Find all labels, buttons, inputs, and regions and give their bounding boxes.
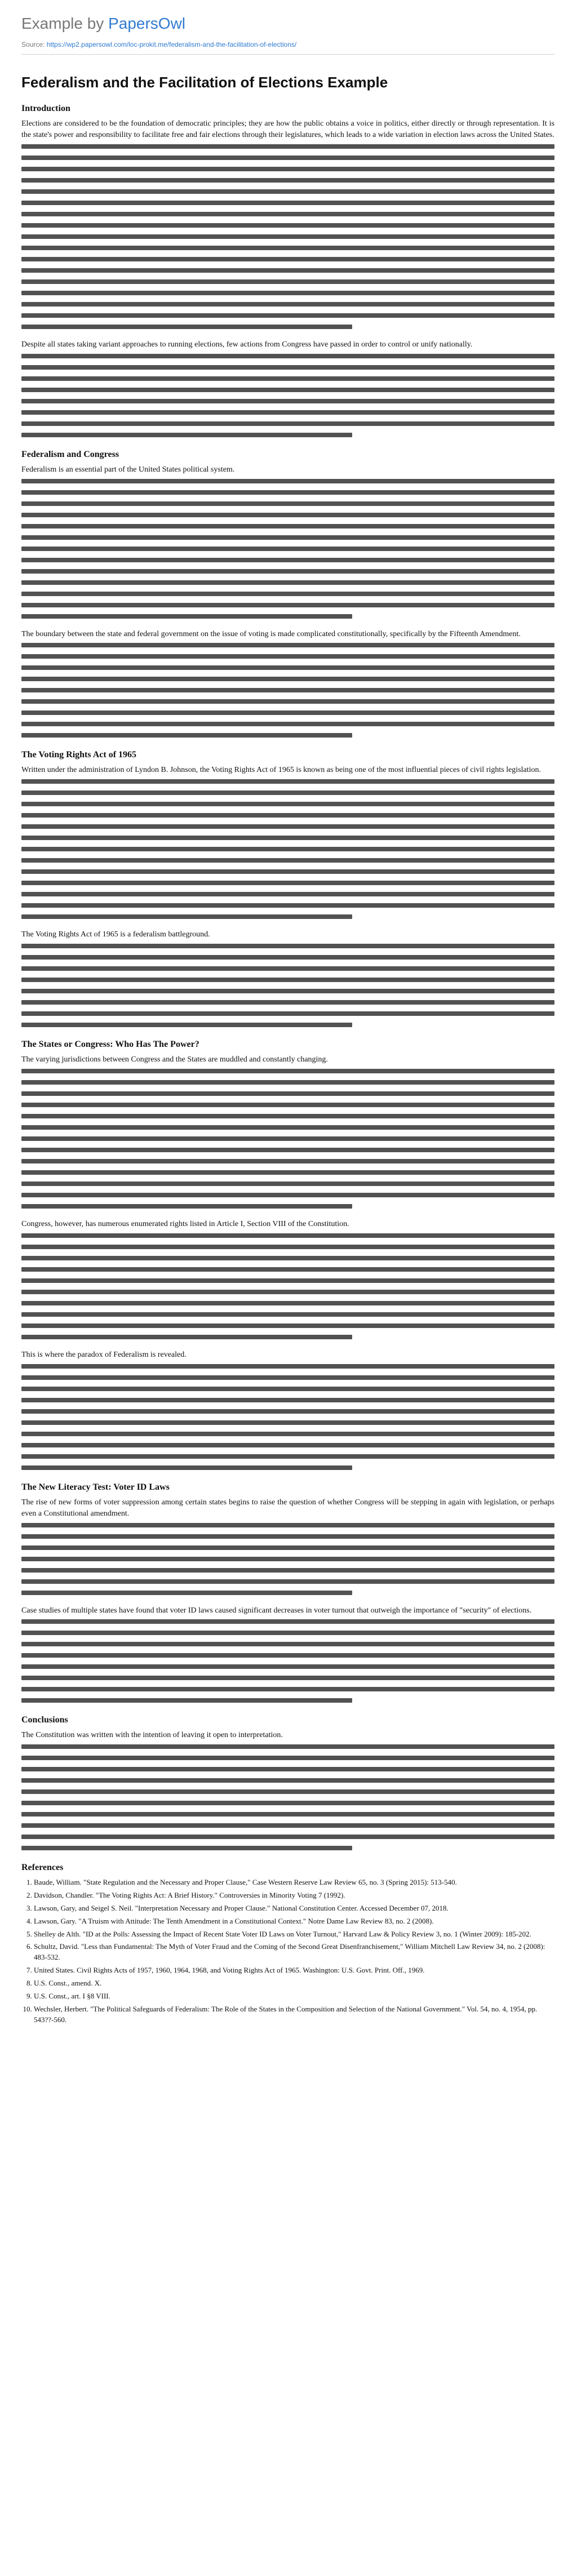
text-line — [21, 903, 554, 908]
document-title: Federalism and the Facilitation of Elections Example — [21, 74, 388, 91]
paragraph-continuation — [21, 1233, 554, 1339]
text-line — [21, 1789, 554, 1794]
paragraph-continuation — [21, 1364, 554, 1470]
reference-item: 7. United States. Civil Rights Acts of 1957, 1960, 1964, 1968, and Voting Rights Act of 1965. Washington: U.S. Govt. Print. Off., 1969. — [34, 1965, 554, 1976]
paragraph — [21, 1605, 554, 1703]
references-heading: References — [21, 1863, 64, 1873]
paragraph-continuation — [21, 1744, 554, 1850]
text-line — [21, 189, 554, 194]
text-line — [21, 813, 554, 818]
text-line — [21, 1335, 352, 1339]
paragraph-continuation — [21, 1069, 554, 1209]
text-line — [21, 1823, 554, 1828]
text-line — [21, 365, 554, 370]
text-line — [21, 1364, 554, 1369]
paragraph — [21, 1219, 554, 1339]
paragraph-continuation — [21, 944, 554, 1027]
brand-prefix: Example by — [21, 15, 104, 32]
text-line — [21, 722, 554, 726]
text-line — [21, 201, 554, 205]
section-heading: The New Literacy Test: Voter ID Laws — [21, 1482, 170, 1492]
paragraph — [21, 629, 554, 738]
text-line — [21, 966, 554, 971]
text-line — [21, 989, 554, 993]
text-line — [21, 1545, 554, 1550]
section-heading: Federalism and Congress — [21, 449, 119, 459]
text-line — [21, 1233, 554, 1238]
text-line — [21, 779, 554, 784]
paragraph-text: The Constitution was written with the intention of leaving it open to interpretation. — [21, 1731, 283, 1740]
text-line — [21, 1000, 554, 1005]
text-line — [21, 1136, 554, 1141]
text-line — [21, 1398, 554, 1402]
paragraph-text: Congress, however, has numerous enumerated rights listed in Article I, Section VIII of the Constitution. — [21, 1220, 349, 1228]
paragraph — [21, 464, 554, 619]
text-line — [21, 733, 352, 738]
text-line — [21, 1290, 554, 1294]
paragraph-continuation — [21, 479, 554, 619]
text-line — [21, 1159, 554, 1163]
text-line — [21, 1568, 554, 1573]
text-line — [21, 547, 554, 551]
text-line — [21, 1676, 554, 1680]
text-line — [21, 1631, 554, 1635]
text-line — [21, 1432, 554, 1436]
text-line — [21, 1778, 554, 1783]
text-line — [21, 302, 554, 307]
paragraph — [21, 339, 554, 437]
reference-item: 8. U.S. Const., amend. X. — [34, 1978, 554, 1989]
text-line — [21, 654, 554, 659]
paragraph-continuation — [21, 643, 554, 738]
text-line — [21, 1557, 554, 1561]
paragraph-continuation — [21, 354, 554, 437]
text-line — [21, 1170, 554, 1175]
text-line — [21, 580, 554, 585]
reference-item: 10. Wechsler, Herbert. "The Political Safeguards of Federalism: The Role of the States in the Composition and Selection of the National Government." Vol. 54, no. 4, 1954, pp. 543??-560. — [34, 2004, 554, 2026]
text-line — [21, 1443, 554, 1447]
text-line — [21, 858, 554, 863]
text-line — [21, 1301, 554, 1305]
text-line — [21, 1011, 554, 1016]
reference-item: 5. Shelley de Alth. "ID at the Polls: Assessing the Impact of Recent State Voter ID Laws on Voter Turnout," Harvard Law & Policy Review 3, no. 1 (Winter 2009): 185-202. — [34, 1929, 554, 1940]
text-line — [21, 433, 352, 437]
text-line — [21, 955, 554, 960]
text-line — [21, 1193, 554, 1197]
text-line — [21, 1312, 554, 1317]
paragraph-continuation — [21, 779, 554, 919]
text-line — [21, 234, 554, 239]
text-line — [21, 688, 554, 692]
paragraph — [21, 118, 554, 329]
paragraph-text: Written under the administration of Lyndon B. Johnson, the Voting Rights Act of 1965 is known as being one of the most influential pieces of civil rights legislation. — [21, 766, 542, 775]
text-line — [21, 257, 554, 261]
paragraph-text: Case studies of multiple states have found that voter ID laws caused significant decreases in voter turnout that outweigh the importance of "security" of elections. — [21, 1606, 532, 1615]
text-line — [21, 1091, 554, 1096]
text-line — [21, 592, 554, 596]
text-line — [21, 268, 554, 273]
reference-item: 6. Schultz, David. "Less than Fundamental: The Myth of Voter Fraud and the Coming of the Second Great Disenfranchisement," William Mitchell Law Review 34, no. 2 (2008): 483-532. — [34, 1942, 554, 1963]
text-line — [21, 513, 554, 517]
text-line — [21, 1454, 554, 1459]
text-line — [21, 1204, 352, 1209]
text-line — [21, 1619, 554, 1624]
text-line — [21, 1387, 554, 1391]
text-line — [21, 1642, 554, 1646]
text-line — [21, 223, 554, 228]
paragraph-text: Despite all states taking variant approaches to running elections, few actions from Congress have passed in order to control or unify nationally. — [21, 340, 473, 349]
text-line — [21, 1591, 352, 1595]
text-line — [21, 1267, 554, 1272]
source-label: Source: — [21, 41, 45, 48]
section-heading: Introduction — [21, 104, 70, 113]
text-line — [21, 1812, 554, 1816]
text-line — [21, 643, 554, 647]
text-line — [21, 603, 554, 607]
text-line — [21, 1534, 554, 1539]
paragraph — [21, 1497, 554, 1595]
paragraph-text: The Voting Rights Act of 1965 is a federalism battleground. — [21, 930, 210, 939]
text-line — [21, 421, 554, 426]
text-line — [21, 1069, 554, 1073]
paragraph-text: This is where the paradox of Federalism is revealed. — [21, 1350, 187, 1359]
text-line — [21, 1245, 554, 1249]
text-line — [21, 847, 554, 851]
text-line — [21, 1148, 554, 1152]
section-heading: The Voting Rights Act of 1965 — [21, 750, 137, 760]
text-line — [21, 479, 554, 483]
text-line — [21, 167, 554, 171]
text-line — [21, 1465, 352, 1470]
section-heading: Conclusions — [21, 1715, 68, 1725]
text-line — [21, 524, 554, 528]
text-line — [21, 325, 352, 329]
text-line — [21, 1323, 554, 1328]
text-line — [21, 790, 554, 795]
text-line — [21, 1687, 554, 1691]
text-line — [21, 1756, 554, 1760]
reference-item: 2. Davidson, Chandler. "The Voting Rights Act: A Brief History." Controversies in Minority Voting 7 (1992). — [34, 1890, 554, 1901]
text-line — [21, 1744, 554, 1749]
reference-item: 1. Baude, William. "State Regulation and the Necessary and Proper Clause," Case Western Reserve Law Review 65, no. 3 (Spring 2015): 513-540. — [34, 1877, 554, 1888]
text-line — [21, 291, 554, 295]
text-line — [21, 501, 554, 506]
text-line — [21, 1278, 554, 1283]
text-line — [21, 1114, 554, 1118]
text-line — [21, 614, 352, 619]
brand-link[interactable]: PapersOwl — [108, 15, 186, 32]
text-line — [21, 313, 554, 318]
text-line — [21, 677, 554, 681]
text-line — [21, 1846, 352, 1850]
text-line — [21, 1080, 554, 1085]
text-line — [21, 558, 554, 562]
text-line — [21, 1103, 554, 1107]
paragraph — [21, 765, 554, 919]
text-line — [21, 944, 554, 948]
document-body — [21, 104, 554, 1850]
text-line — [21, 388, 554, 392]
text-line — [21, 410, 554, 415]
paragraph — [21, 929, 554, 1027]
text-line — [21, 1420, 554, 1425]
text-line — [21, 279, 554, 284]
text-line — [21, 914, 352, 919]
paragraph-text: The varying jurisdictions between Congress and the States are muddled and constantly changing. — [21, 1055, 328, 1064]
reference-item: 3. Lawson, Gary, and Seigel S. Neil. "Interpretation Necessary and Proper Clause." National Constitution Center. Accessed December 07, 2018. — [34, 1903, 554, 1914]
text-line — [21, 1409, 554, 1414]
paragraph-text: The boundary between the state and federal government on the issue of voting is made complicated constitutionally, specifically by the Fifteenth Amendment. — [21, 629, 521, 638]
text-line — [21, 1767, 554, 1771]
text-line — [21, 699, 554, 704]
text-line — [21, 246, 554, 250]
text-line — [21, 1664, 554, 1669]
text-line — [21, 144, 554, 149]
text-line — [21, 1375, 554, 1380]
text-line — [21, 824, 554, 829]
paragraph-continuation — [21, 1523, 554, 1595]
section-heading: The States or Congress: Who Has The Power? — [21, 1040, 199, 1050]
text-line — [21, 178, 554, 183]
text-line — [21, 376, 554, 381]
references-list — [21, 1877, 554, 2025]
text-line — [21, 1801, 554, 1805]
text-line — [21, 710, 554, 715]
paragraph-text: Federalism is an essential part of the United States political system. — [21, 465, 235, 474]
text-line — [21, 978, 554, 982]
paragraph — [21, 1349, 554, 1470]
text-line — [21, 836, 554, 840]
paragraph-continuation — [21, 1619, 554, 1703]
paragraph — [21, 1730, 554, 1850]
text-line — [21, 1653, 554, 1658]
source-line — [21, 41, 554, 55]
brand-bar — [21, 15, 554, 33]
text-line — [21, 1579, 554, 1584]
text-line — [21, 1182, 554, 1186]
text-line — [21, 490, 554, 495]
text-line — [21, 212, 554, 216]
text-line — [21, 399, 554, 403]
text-line — [21, 1523, 554, 1527]
text-line — [21, 535, 554, 540]
text-line — [21, 569, 554, 574]
text-line — [21, 1835, 554, 1839]
reference-item: 9. U.S. Const., art. I §8 VIII. — [34, 1991, 554, 2002]
paragraph-text: The rise of new forms of voter suppression among certain states begins to raise the question of whether Congress will be stepping in again with legislation, or perhaps even a Constitutional amendment. — [21, 1498, 554, 1518]
text-line — [21, 881, 554, 885]
text-line — [21, 156, 554, 160]
text-line — [21, 869, 554, 874]
text-line — [21, 802, 554, 806]
source-link[interactable]: https://wp2.papersowl.com/loc-prokit.me/federalism-and-the-facilitation-of-elections/ — [46, 41, 297, 48]
reference-item: 4. Lawson, Gary. "A Truism with Attitude: The Tenth Amendment in a Constitutional Context." Notre Dame Law Review 83, no. 2 (2008). — [34, 1916, 554, 1927]
text-line — [21, 1698, 352, 1703]
paragraph-continuation — [21, 144, 554, 329]
text-line — [21, 1256, 554, 1260]
paragraph — [21, 1054, 554, 1209]
text-line — [21, 892, 554, 896]
text-line — [21, 665, 554, 670]
text-line — [21, 1023, 352, 1027]
paragraph-text: Elections are considered to be the foundation of democratic principles; they are how the public obtains a voice in politics, either directly or through representation. It is the state's power and responsibility to facilitate free and fair elections through their legislatures, which leads to a wide variation in election laws across the United States. — [21, 119, 554, 139]
text-line — [21, 1125, 554, 1130]
text-line — [21, 354, 554, 358]
